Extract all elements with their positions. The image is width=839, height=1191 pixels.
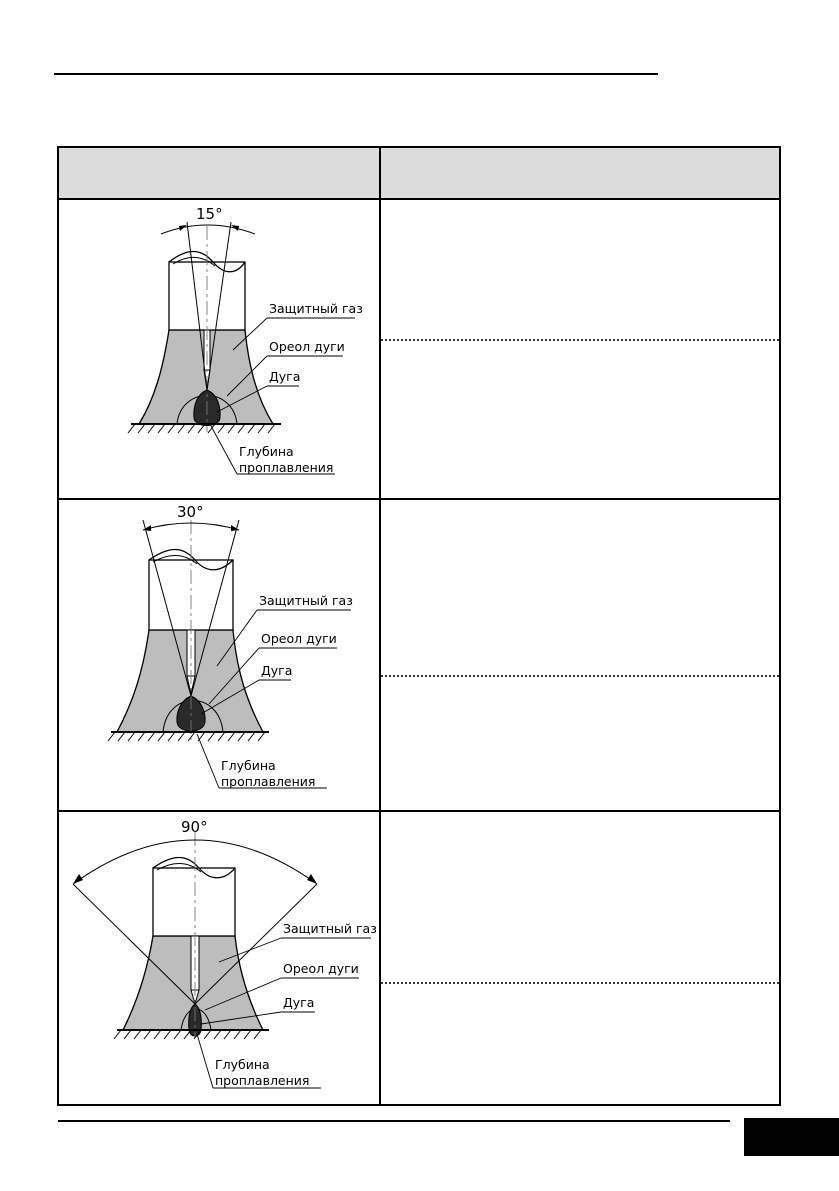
label-shielding-gas: Защитный газ [259,593,353,608]
label-arc: Дуга [269,369,301,384]
angle-label: 15° [196,205,223,223]
dotted-guide-3 [381,982,779,984]
label-depth-line2: проплавления [221,774,316,789]
angle-label: 30° [177,503,204,521]
diagram-90-deg [59,812,379,1104]
column-divider [379,148,381,1104]
label-depth-line1: Глубина [215,1057,270,1072]
label-depth-line1: Глубина [239,444,294,459]
label-arc-halo: Ореол дуги [269,339,345,354]
dotted-guide-2 [381,675,779,677]
label-arc: Дуга [261,663,293,678]
label-depth-line2: проплавления [239,460,334,475]
label-shielding-gas: Защитный газ [269,301,363,316]
table-header-row [59,148,779,200]
label-arc-halo: Ореол дуги [283,961,359,976]
label-depth-line1: Глубина [221,758,276,773]
top-rule [54,73,658,75]
dotted-guide-1 [381,339,779,341]
diagram-15-deg [59,200,379,498]
bottom-rule [58,1120,730,1122]
label-arc: Дуга [283,995,315,1010]
label-shielding-gas: Защитный газ [283,921,377,936]
page-number-tab [744,1118,839,1156]
angle-label: 90° [181,818,208,836]
angle-table [57,146,781,1106]
label-depth-line2: проплавления [215,1073,310,1088]
diagram-30-deg [59,500,379,810]
electrode-holder [153,868,235,936]
label-arc-halo: Ореол дуги [261,631,337,646]
